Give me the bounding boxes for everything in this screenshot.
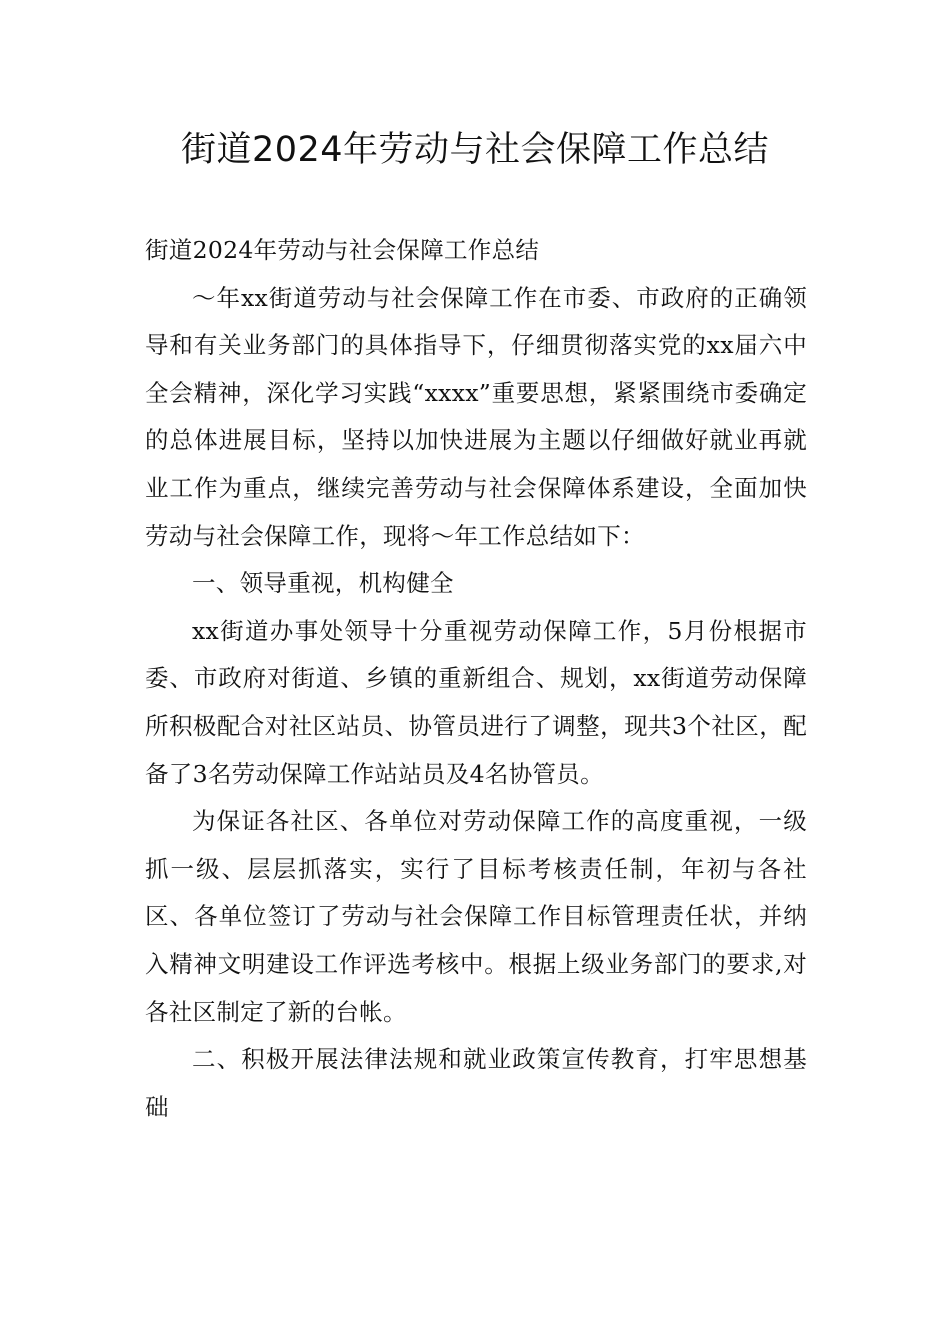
document-title: 街道2024年劳动与社会保障工作总结	[180, 130, 770, 170]
paragraph-responsibility: 为保证各社区、各单位对劳动保障工作的高度重视，一级抓一级、层层抓落实，实行了目标考核责任制，年初与各社区、各单位签订了劳动与社会保障工作目标管理责任状，并纳入精神文明建设工作评选考核中。根据上级业务部门的要求,对各社区制定了新的台帐。	[145, 807, 807, 1026]
document-subtitle: 街道2024年劳动与社会保障工作总结	[145, 236, 540, 264]
section-heading-1: 一、领导重视，机构健全	[192, 569, 454, 598]
document-body	[145, 227, 807, 1131]
paragraph-intro: ～年xx街道劳动与社会保障工作在市委、市政府的正确领导和有关业务部门的具体指导下，仔细贯彻落实党的xx届六中全会精神，深化学习实践“xxxx”重要思想，紧紧围绕市委确定的总体进展目标，坚持以加快进展为主题以仔细做好就业再就业工作为重点，继续完善劳动与社会保障体系建设，全面加快劳动与社会保障工作，现将～年工作总结如下：	[145, 283, 807, 550]
section-heading-2: 二、积极开展法律法规和就业政策宣传教育，打牢思想基础	[145, 1045, 807, 1121]
paragraph-staffing: xx街道办事处领导十分重视劳动保障工作，5月份根据市委、市政府对街道、乡镇的重新组合、规划，xx街道劳动保障所积极配合对社区站员、协管员进行了调整，现共3个社区，配备了3名劳动保障工作站站员及4名协管员。	[145, 616, 807, 788]
